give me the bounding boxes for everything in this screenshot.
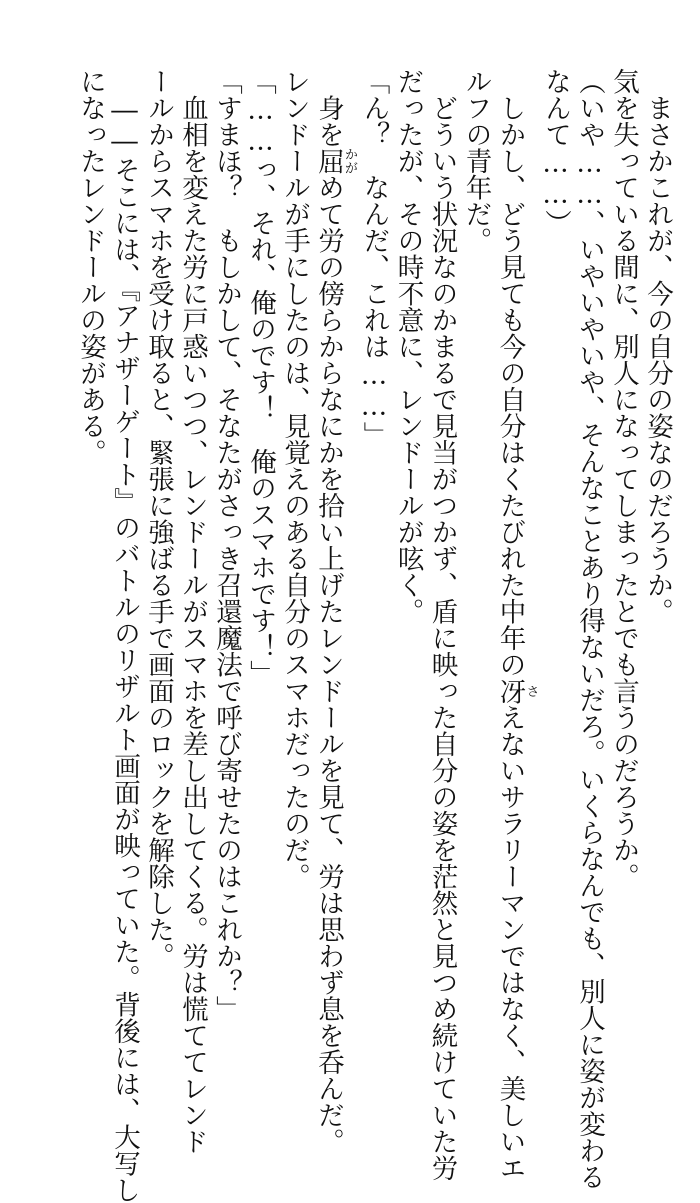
text-line-5 <box>493 68 539 1181</box>
text-line-15: ールからスマホを受け取ると、緊張に強ばる手で画面のロックを解除した。 <box>143 68 174 969</box>
text-line-12: 「……っ、それ、俺のです！ 俺のスマホです！」 <box>245 68 276 687</box>
text-line-4: なんて……） <box>540 68 571 236</box>
ruby-kaga: 屈かが <box>313 147 357 174</box>
text-line-2: 気を失っている間に、別人になってしまったとでも言うのだろうか。 <box>608 68 639 890</box>
text-line-14: 血相を変えた労に戸惑いつつ、レンドールがスマホを差し出してくる。労は慌ててレンド <box>177 94 208 1155</box>
text-line-10 <box>311 68 357 1155</box>
line-with-ruby-kaga: 身を屈かがめて労の傍らからなにかを拾い上げたレンドールを見て、労は思わず息を呑んだ。 <box>313 94 357 1155</box>
text-line-13: 「すまほ？ もしかして、そなたがさっき召還魔法で呼び寄せたのはこれか？」 <box>211 68 242 1022</box>
text-line-11: レンドールが手にしたのは、見覚えのある自分のスマホだったのだ。 <box>279 68 310 890</box>
line-with-ruby-sa: しかし、どう見ても今の自分はくたびれた中年の冴さえないサラリーマンではなく、美しいエ <box>494 94 539 1181</box>
text-line-16: ――そこには、『アナザーゲート』のバトルのリザルト画面が映っていた。背後には、大写し <box>109 94 140 1203</box>
ruby-sa: 冴さ <box>494 677 539 704</box>
text-line-1: まさかこれが、今の自分の姿なのだろうか。 <box>642 94 673 625</box>
text-line-17: になったレンドールの姿がある。 <box>75 68 106 466</box>
text-line-6: ルフの青年だ。 <box>460 68 492 254</box>
text-line-9: 「ん？ なんだ、これは……」 <box>358 68 390 448</box>
text-line-8: だったが、その時不意に、レンドールが呟く。 <box>392 68 424 625</box>
text-line-3: （いや……、いやいやいや、そんなことあり得ないだろ。いくらなんでも、別人に姿が変わる <box>574 68 605 1190</box>
vertical-text-body <box>73 68 674 1203</box>
text-line-7: どういう状況なのかまるで見当がつかず、盾に映った自分の姿を茫然と見つめ続けていた労 <box>426 94 458 1181</box>
